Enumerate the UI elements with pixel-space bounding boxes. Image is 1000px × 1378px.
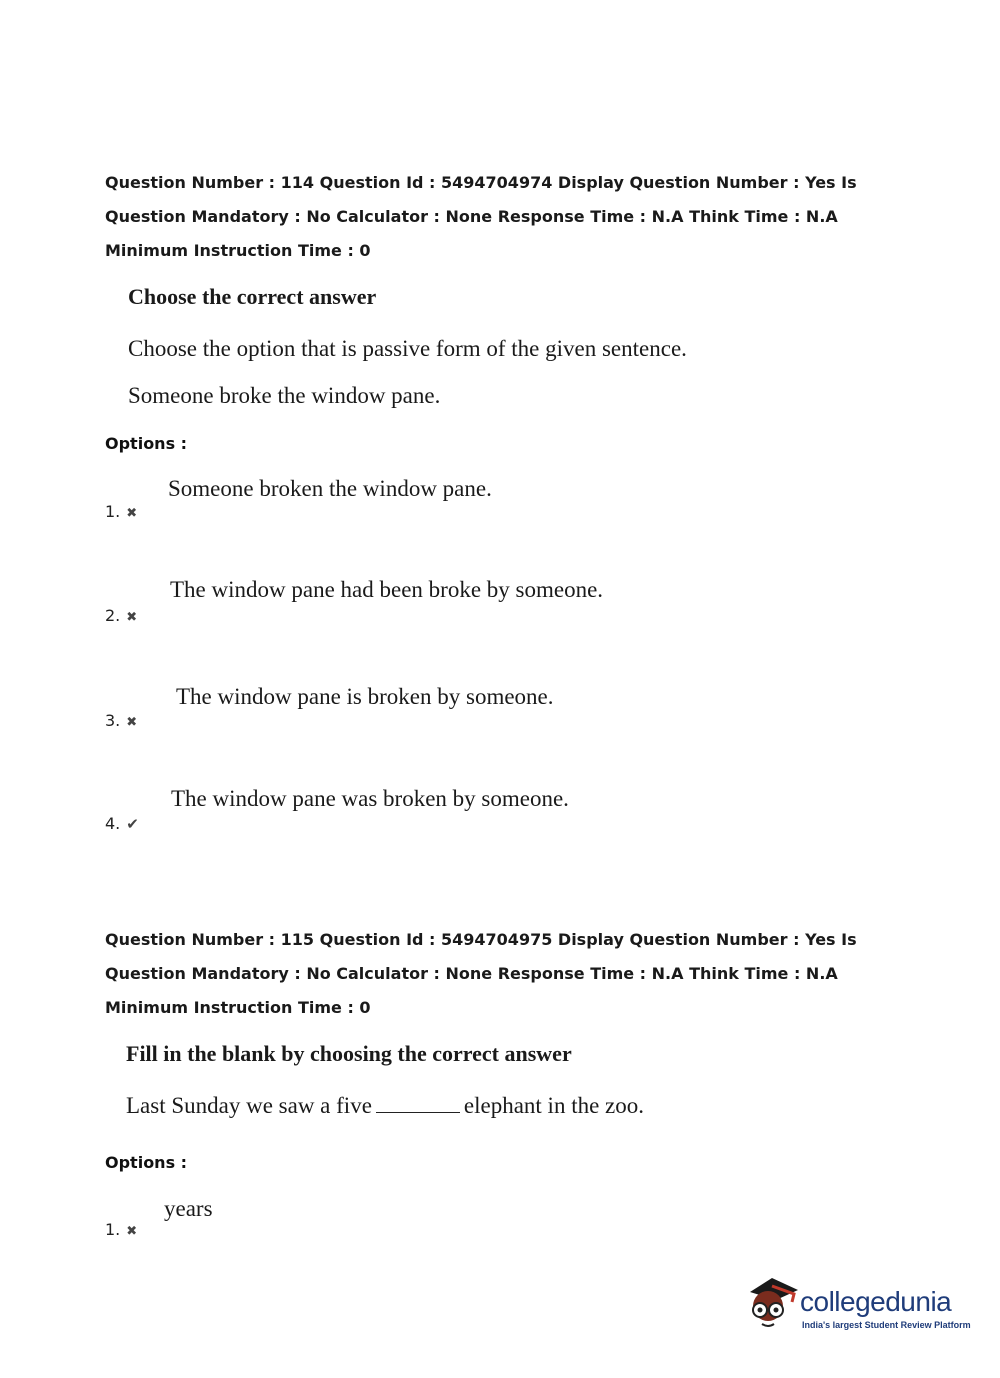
mascot-icon bbox=[742, 1272, 802, 1342]
cross-icon: ✖ bbox=[126, 506, 138, 521]
blank-line bbox=[376, 1112, 460, 1113]
question-114-option-1[interactable] bbox=[105, 502, 137, 521]
sentence-after-blank: elephant in the zoo. bbox=[463, 1093, 645, 1118]
collegedunia-logo bbox=[742, 1272, 972, 1342]
cross-icon: ✖ bbox=[126, 610, 138, 625]
check-icon: ✔ bbox=[126, 815, 139, 833]
question-114-option-1-text[interactable]: Someone broken the window pane. bbox=[168, 476, 492, 501]
question-115-option-1-text[interactable]: years bbox=[164, 1196, 213, 1221]
question-115-options-label: Options : bbox=[105, 1153, 188, 1172]
question-114-sentence: Someone broke the window pane. bbox=[128, 383, 441, 408]
question-114-heading: Choose the correct answer bbox=[128, 284, 377, 309]
question-114-instruction: Choose the option that is passive form of the given sentence. bbox=[128, 336, 687, 361]
question-114-option-3[interactable] bbox=[105, 711, 137, 730]
question-115-option-1[interactable] bbox=[105, 1220, 137, 1239]
cross-icon: ✖ bbox=[126, 715, 138, 730]
question-114-options-label: Options : bbox=[105, 434, 188, 453]
question-114-option-3-text[interactable]: The window pane is broken by someone. bbox=[176, 684, 554, 709]
question-115-heading: Fill in the blank by choosing the correct answer bbox=[126, 1041, 572, 1066]
question-114-meta: Question Number : 114 Question Id : 5494704974 Display Question Number : Yes Is Question Mandatory : No Calculator : None Response Time : N.A Think Time : N.A Minimum Instruction Time : 0 bbox=[105, 173, 857, 260]
sentence-before-blank: Last Sunday we saw a five bbox=[126, 1093, 372, 1118]
question-115-meta: Question Number : 115 Question Id : 5494704975 Display Question Number : Yes Is Question Mandatory : No Calculator : None Response Time : N.A Think Time : N.A Minimum Instruction Time : 0 bbox=[105, 930, 857, 1017]
option-number: 1. bbox=[105, 502, 121, 521]
option-number: 4. bbox=[105, 814, 121, 833]
question-115-sentence bbox=[126, 1093, 644, 1119]
question-114-option-2[interactable] bbox=[105, 606, 137, 625]
option-number: 1. bbox=[105, 1220, 121, 1239]
brand-name: collegedunia bbox=[800, 1286, 952, 1317]
question-114-option-4-text[interactable]: The window pane was broken by someone. bbox=[171, 786, 569, 811]
cross-icon: ✖ bbox=[126, 1224, 138, 1239]
option-number: 3. bbox=[105, 711, 121, 730]
question-114-option-4[interactable] bbox=[105, 814, 139, 833]
brand-tagline: India's largest Student Review Platform bbox=[802, 1320, 971, 1330]
option-number: 2. bbox=[105, 606, 121, 625]
question-114-option-2-text[interactable]: The window pane had been broke by someone. bbox=[170, 577, 604, 602]
